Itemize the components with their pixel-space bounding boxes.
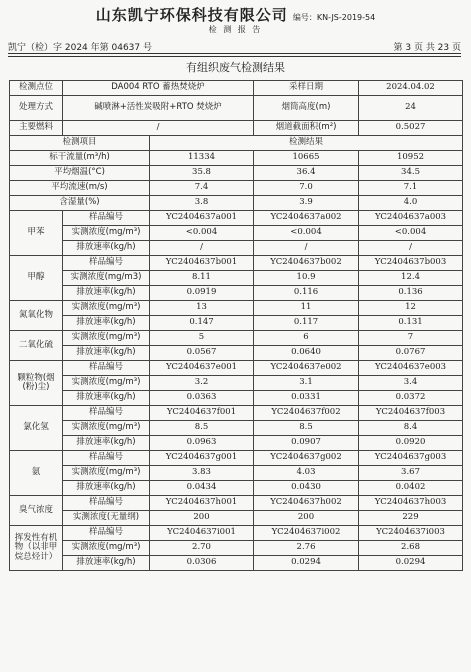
pollutant-row — [10, 256, 463, 271]
general-row — [10, 181, 463, 196]
parameter-label: 样品编号 — [63, 211, 150, 226]
result-cell: 12.4 — [359, 271, 463, 286]
company-name: 山东凯宁环保科技有限公司 — [95, 6, 288, 24]
result-cell: 11 — [254, 301, 359, 316]
result-cell: 7 — [359, 331, 463, 346]
result-cell: 0.0640 — [254, 346, 359, 361]
result-cell: 200 — [254, 511, 359, 526]
date-value: 2024.04.02 — [359, 81, 463, 96]
result-cell: 0.0434 — [150, 481, 254, 496]
result-cell: 10952 — [359, 151, 463, 166]
general-row-label: 平均烟温(°C) — [10, 166, 150, 181]
parameter-label: 实测浓度(mg/m³) — [63, 226, 150, 241]
parameter-label: 排放速率(kg/h) — [63, 391, 150, 406]
result-cell: / — [359, 241, 463, 256]
pollutant-row — [10, 526, 463, 541]
result-cell: 11334 — [150, 151, 254, 166]
pollutant-row — [10, 211, 463, 226]
result-cell: 3.2 — [150, 376, 254, 391]
result-cell: 8.5 — [150, 421, 254, 436]
general-row — [10, 166, 463, 181]
result-cell: 6 — [254, 331, 359, 346]
pollutant-row — [10, 391, 463, 406]
parameter-label: 排放速率(kg/h) — [63, 481, 150, 496]
parameter-label: 样品编号 — [63, 256, 150, 271]
result-cell: 4.0 — [359, 196, 463, 211]
parameter-label: 实测浓度(mg/m³) — [63, 421, 150, 436]
item-header: 检测项目 — [10, 136, 150, 151]
result-cell: 3.83 — [150, 466, 254, 481]
result-cell: YC2404637b002 — [254, 256, 359, 271]
parameter-label: 实测浓度(mg/m³) — [63, 466, 150, 481]
result-cell: YC2404637e001 — [150, 361, 254, 376]
pollutant-row — [10, 481, 463, 496]
parameter-label: 样品编号 — [63, 406, 150, 421]
pollutant-row — [10, 511, 463, 526]
point-value: DA004 RTO 蓄热焚烧炉 — [63, 81, 254, 96]
result-cell: 229 — [359, 511, 463, 526]
result-cell: 0.0963 — [150, 436, 254, 451]
area-value: 0.5027 — [359, 121, 463, 136]
general-row — [10, 151, 463, 166]
result-cell: 34.5 — [359, 166, 463, 181]
result-cell: 7.4 — [150, 181, 254, 196]
result-cell: YC2404637b003 — [359, 256, 463, 271]
pollutant-row — [10, 241, 463, 256]
report-header — [0, 4, 471, 25]
pollutant-row — [10, 331, 463, 346]
parameter-label: 排放速率(kg/h) — [63, 241, 150, 256]
result-cell: 8.11 — [150, 271, 254, 286]
result-cell: 0.131 — [359, 316, 463, 331]
pollutant-row — [10, 436, 463, 451]
result-cell: <0.004 — [359, 226, 463, 241]
pollutant-name: 臭气浓度 — [10, 496, 63, 526]
result-cell: 0.0430 — [254, 481, 359, 496]
header-divider-thin — [8, 56, 461, 57]
result-cell: 35.8 — [150, 166, 254, 181]
fuel-value: / — [63, 121, 254, 136]
result-cell: 3.1 — [254, 376, 359, 391]
result-cell: 3.8 — [150, 196, 254, 211]
result-cell: 0.0294 — [254, 556, 359, 571]
result-cell: 0.116 — [254, 286, 359, 301]
result-cell: 8.4 — [359, 421, 463, 436]
pollutant-name: 挥发性有机物（以非甲烷总烃计） — [10, 526, 63, 571]
parameter-label: 实测浓度(mg/m³) — [63, 301, 150, 316]
pollutant-row — [10, 421, 463, 436]
pollutant-name: 甲苯 — [10, 211, 63, 256]
result-cell: YC2404637i003 — [359, 526, 463, 541]
pollutant-name: 颗粒物(烟(粉)尘) — [10, 361, 63, 406]
pollutant-row — [10, 541, 463, 556]
result-cell: 0.0363 — [150, 391, 254, 406]
form-code: 编号：KN-JS-2019-54 — [292, 13, 376, 22]
point-label: 检测点位 — [10, 81, 63, 96]
parameter-label: 实测浓度(mg/m³) — [63, 541, 150, 556]
general-row-label: 含湿量(%) — [10, 196, 150, 211]
result-cell: 3.4 — [359, 376, 463, 391]
result-cell: 0.0920 — [359, 436, 463, 451]
parameter-label: 样品编号 — [63, 361, 150, 376]
result-cell: YC2404637a001 — [150, 211, 254, 226]
general-row-label: 平均流速(m/s) — [10, 181, 150, 196]
results-table — [9, 80, 463, 571]
result-cell: 2.68 — [359, 541, 463, 556]
report-subtitle: 检 测 报 告 — [208, 25, 263, 34]
result-cell: YC2404637a003 — [359, 211, 463, 226]
result-cell: 0.0402 — [359, 481, 463, 496]
pollutant-row — [10, 346, 463, 361]
result-cell: YC2404637g001 — [150, 451, 254, 466]
result-cell: 36.4 — [254, 166, 359, 181]
parameter-label: 样品编号 — [63, 526, 150, 541]
pollutant-row — [10, 556, 463, 571]
info-row-fuel — [10, 121, 463, 136]
header-row — [10, 136, 463, 151]
fuel-label: 主要燃料 — [10, 121, 63, 136]
height-value: 24 — [359, 96, 463, 121]
result-cell: YC2404637f001 — [150, 406, 254, 421]
parameter-label: 排放速率(kg/h) — [63, 286, 150, 301]
result-cell: YC2404637i001 — [150, 526, 254, 541]
pollutant-row — [10, 301, 463, 316]
result-cell: 0.0767 — [359, 346, 463, 361]
parameter-label: 实测浓度(mg/m3) — [63, 271, 150, 286]
height-label: 烟筒高度(m) — [254, 96, 359, 121]
result-cell: YC2404637h003 — [359, 496, 463, 511]
report-number: 凯宁（检）字 2024 年第 04637 号 — [8, 43, 152, 53]
parameter-label: 实测浓度(mg/m³) — [63, 331, 150, 346]
result-cell: 0.0907 — [254, 436, 359, 451]
pollutant-row — [10, 286, 463, 301]
pollutant-row — [10, 361, 463, 376]
result-cell: 3.67 — [359, 466, 463, 481]
table-title: 有组织废气检测结果 — [186, 61, 285, 74]
result-cell: YC2404637f003 — [359, 406, 463, 421]
area-label: 烟道截面积(m²) — [254, 121, 359, 136]
result-cell: YC2404637h001 — [150, 496, 254, 511]
result-header: 检测结果 — [150, 136, 463, 151]
parameter-label: 排放速率(kg/h) — [63, 346, 150, 361]
result-cell: YC2404637a002 — [254, 211, 359, 226]
method-value: 碱喷淋+活性炭吸附+RTO 焚烧炉 — [63, 96, 254, 121]
pollutant-name: 甲醇 — [10, 256, 63, 301]
result-cell: 10.9 — [254, 271, 359, 286]
method-label: 处理方式 — [10, 96, 63, 121]
pollutant-name: 二氧化硫 — [10, 331, 63, 361]
pollutant-name: 氮氧化物 — [10, 301, 63, 331]
parameter-label: 样品编号 — [63, 496, 150, 511]
result-cell: YC2404637f002 — [254, 406, 359, 421]
result-cell: YC2404637b001 — [150, 256, 254, 271]
pollutant-row — [10, 466, 463, 481]
result-cell: 8.5 — [254, 421, 359, 436]
result-cell: 0.0372 — [359, 391, 463, 406]
result-cell: / — [150, 241, 254, 256]
result-cell: YC2404637i002 — [254, 526, 359, 541]
pollutant-name: 氨 — [10, 451, 63, 496]
pollutant-row — [10, 406, 463, 421]
parameter-label: 排放速率(kg/h) — [63, 436, 150, 451]
general-row — [10, 196, 463, 211]
result-cell: 13 — [150, 301, 254, 316]
parameter-label: 实测浓度(mg/m³) — [63, 376, 150, 391]
result-cell: 5 — [150, 331, 254, 346]
pollutant-row — [10, 496, 463, 511]
pollutant-row — [10, 271, 463, 286]
result-cell: YC2404637e002 — [254, 361, 359, 376]
result-cell: 0.0331 — [254, 391, 359, 406]
result-cell: 3.9 — [254, 196, 359, 211]
result-cell: / — [254, 241, 359, 256]
result-cell: 4.03 — [254, 466, 359, 481]
report-meta — [8, 40, 461, 53]
result-cell: 10665 — [254, 151, 359, 166]
pollutant-name: 氯化氢 — [10, 406, 63, 451]
result-cell: 12 — [359, 301, 463, 316]
parameter-label: 排放速率(kg/h) — [63, 316, 150, 331]
parameter-label: 实测浓度(无量纲) — [63, 511, 150, 526]
result-cell: 0.0919 — [150, 286, 254, 301]
result-cell: 200 — [150, 511, 254, 526]
date-label: 采样日期 — [254, 81, 359, 96]
result-cell: YC2404637g002 — [254, 451, 359, 466]
result-cell: YC2404637e003 — [359, 361, 463, 376]
header-divider — [8, 53, 461, 54]
result-cell: 0.136 — [359, 286, 463, 301]
result-cell: 0.0294 — [359, 556, 463, 571]
result-cell: 7.1 — [359, 181, 463, 196]
result-cell: YC2404637g003 — [359, 451, 463, 466]
page-info: 第 3 页 共 23 页 — [393, 43, 461, 53]
result-cell: 7.0 — [254, 181, 359, 196]
pollutant-row — [10, 316, 463, 331]
result-cell: 0.147 — [150, 316, 254, 331]
result-cell: <0.004 — [254, 226, 359, 241]
pollutant-row — [10, 226, 463, 241]
result-cell: YC2404637h002 — [254, 496, 359, 511]
general-row-label: 标干流量(m³/h) — [10, 151, 150, 166]
parameter-label: 排放速率(kg/h) — [63, 556, 150, 571]
result-cell: <0.004 — [150, 226, 254, 241]
result-cell: 2.70 — [150, 541, 254, 556]
result-cell: 0.0567 — [150, 346, 254, 361]
info-row-method — [10, 96, 463, 121]
result-cell: 0.0306 — [150, 556, 254, 571]
result-cell: 0.117 — [254, 316, 359, 331]
result-cell: 2.76 — [254, 541, 359, 556]
info-row-point — [10, 81, 463, 96]
pollutant-row — [10, 376, 463, 391]
pollutant-row — [10, 451, 463, 466]
parameter-label: 样品编号 — [63, 451, 150, 466]
